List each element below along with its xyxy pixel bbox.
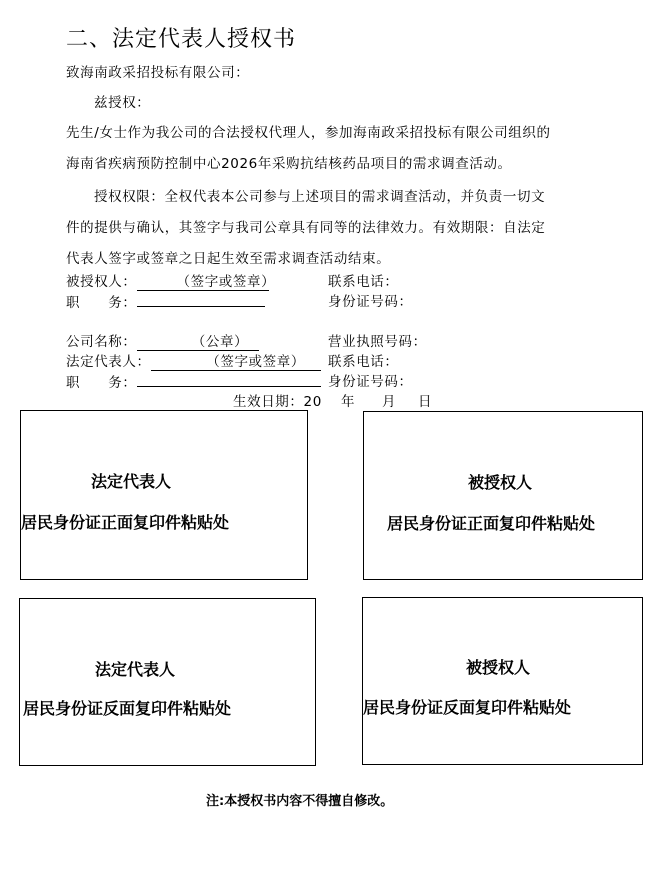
footer-note: 注:本授权书内容不得擅自修改。	[206, 794, 394, 809]
legal-rep-id-back-box	[19, 598, 316, 766]
effective-date-day: 日	[418, 394, 433, 410]
legal-rep-line[interactable]	[151, 354, 321, 371]
company-name-line[interactable]	[137, 334, 259, 351]
agent-name-row	[66, 270, 276, 291]
page-title: 二、法定代表人授权书	[66, 27, 297, 52]
effective-date-month: 月	[382, 394, 397, 410]
company-seal-hint: （公章）	[191, 334, 249, 350]
agent-id-front-box	[363, 411, 643, 580]
addressee: 致海南政采招投标有限公司：	[66, 65, 250, 81]
agent-id-label: 身份证号码：	[328, 294, 413, 310]
grant-heading: 兹授权：	[94, 95, 151, 111]
box-subtitle: 居民身份证正面复印件粘贴处	[21, 513, 230, 532]
box-title: 被授权人	[468, 473, 533, 492]
legal-rep-position-row	[66, 370, 321, 391]
paragraph-2-line-2: 件的提供与确认，其签字与我司公章具有同等的法律效力。有效期限：自法定	[66, 220, 546, 236]
box-title: 法定代表人	[91, 472, 172, 491]
agent-name-hint: （签字或签章）	[176, 274, 276, 290]
box-subtitle: 居民身份证反面复印件粘贴处	[363, 698, 572, 717]
agent-phone-label: 联系电话：	[328, 274, 399, 290]
legal-rep-phone-label: 联系电话：	[328, 354, 399, 370]
agent-position-row	[66, 290, 265, 311]
effective-date-year: 年	[341, 394, 356, 410]
effective-date-label: 生效日期：20	[233, 394, 322, 410]
paragraph-2-line-1: 授权权限：全权代表本公司参与上述项目的需求调查活动，并负责一切文	[94, 189, 546, 205]
agent-position-label: 职 务：	[66, 295, 137, 311]
agent-position-line[interactable]	[137, 290, 265, 307]
legal-rep-row	[66, 350, 321, 371]
agent-id-back-box	[362, 597, 643, 765]
box-title: 被授权人	[466, 658, 531, 677]
box-subtitle: 居民身份证反面复印件粘贴处	[23, 699, 232, 718]
company-name-row	[66, 330, 259, 351]
box-title: 法定代表人	[95, 660, 176, 679]
agent-name-line[interactable]	[137, 274, 276, 291]
agent-name-label: 被授权人：	[66, 274, 137, 290]
paragraph-1-line-1: 先生/女士作为我公司的合法授权代理人，参加海南政采招投标有限公司组织的	[66, 125, 551, 141]
legal-rep-hint: （签字或签章）	[206, 354, 305, 370]
legal-rep-label: 法定代表人：	[66, 354, 151, 370]
legal-rep-position-line[interactable]	[137, 370, 321, 387]
legal-rep-id-front-box	[20, 410, 308, 580]
company-license-label: 营业执照号码：	[328, 334, 427, 350]
box-subtitle: 居民身份证正面复印件粘贴处	[387, 514, 596, 533]
paragraph-1-line-2: 海南省疾病预防控制中心2026年采购抗结核药品项目的需求调查活动。	[66, 156, 512, 172]
legal-rep-position-label: 职 务：	[66, 375, 137, 391]
company-name-label: 公司名称：	[66, 334, 137, 350]
legal-rep-id-label: 身份证号码：	[328, 374, 413, 390]
paragraph-2-line-3: 代表人签字或签章之日起生效至需求调查活动结束。	[66, 251, 391, 267]
